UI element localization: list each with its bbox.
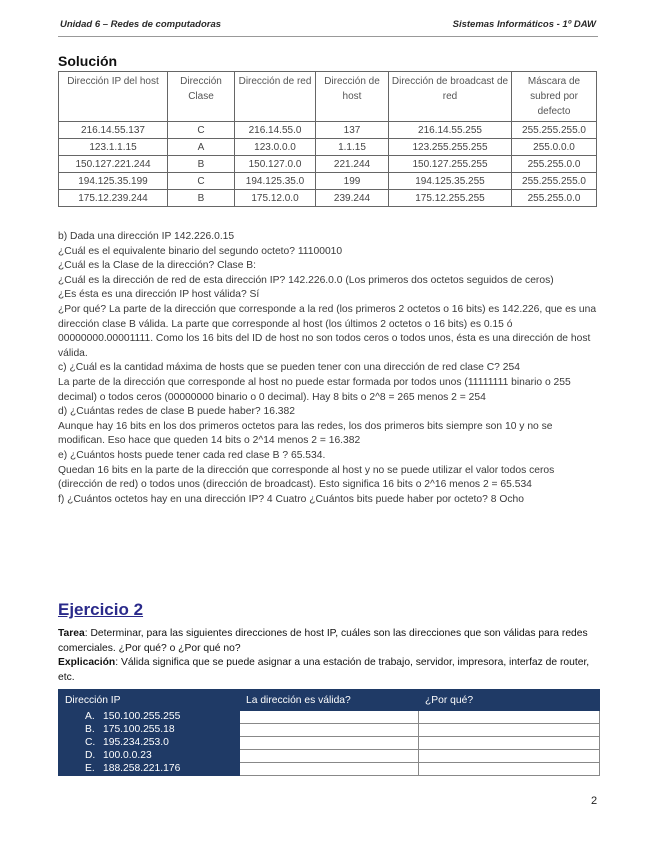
table-row xyxy=(59,737,600,750)
table-cell: B xyxy=(168,156,235,173)
table-cell: 255.0.0.0 xyxy=(512,139,597,156)
explanation-paragraph xyxy=(58,656,598,685)
table-cell: A xyxy=(168,139,235,156)
row-letter: E. xyxy=(85,763,95,774)
table-cell: C xyxy=(168,122,235,139)
table-row xyxy=(59,724,600,737)
reason-answer-cell[interactable] xyxy=(419,724,600,737)
table-cell: 150.127.221.244 xyxy=(59,156,168,173)
table-cell: 1.1.15 xyxy=(316,139,389,156)
paragraph: b) Dada una dirección IP 142.226.0.15 xyxy=(58,231,235,242)
paragraph: ¿Es ésta es una dirección IP host válida? Sí xyxy=(58,289,260,301)
paragraph: e) ¿Cuántos hosts puede tener cada red clase B ? 65.534. xyxy=(58,449,326,461)
column-header: Dirección IP xyxy=(59,690,240,711)
task-label: Tarea xyxy=(58,628,85,639)
ip-cell xyxy=(59,750,240,763)
ip-cell xyxy=(59,763,240,776)
ip-address: 100.0.0.23 xyxy=(103,750,152,761)
column-header: Dirección IP del host xyxy=(59,72,168,122)
paragraph: f) ¿Cuántos octetos hay en una dirección IP? 4 Cuatro ¿Cuántos bits puede haber por octeto? 8 Ocho xyxy=(58,493,524,505)
reason-answer-cell[interactable] xyxy=(419,737,600,750)
validity-answer-cell[interactable] xyxy=(240,763,419,776)
table-row xyxy=(59,750,600,763)
header-course-title: Sistemas Informáticos - 1º DAW xyxy=(452,19,596,30)
exercise-instructions xyxy=(58,627,598,685)
table-cell: 216.14.55.137 xyxy=(59,122,168,139)
ip-address: 188.258.221.176 xyxy=(103,763,181,774)
paragraph: c) ¿Cuál es la cantidad máxima de hosts que se pueden tener con una dirección de red clase C? 254 xyxy=(58,362,520,374)
table-cell: 216.14.55.255 xyxy=(389,122,512,139)
table-cell: 123.255.255.255 xyxy=(389,139,512,156)
column-header: Dirección Clase xyxy=(168,72,235,122)
row-letter: A. xyxy=(85,711,95,722)
validity-answer-cell[interactable] xyxy=(240,737,419,750)
explanation-text: : Válida significa que se puede asignar a una estación de trabajo, servidor, impresora, interfaz de router, etc. xyxy=(58,657,590,683)
solution-table-header xyxy=(59,72,597,122)
table-cell: 255.255.255.0 xyxy=(512,122,597,139)
ip-address: 195.234.253.0 xyxy=(103,737,169,748)
table-cell: 123.0.0.0 xyxy=(235,139,316,156)
table-cell: B xyxy=(168,190,235,207)
row-letter: B. xyxy=(85,724,95,735)
paragraph: ¿Por qué? La parte de la dirección que corresponde a la red (los primeros 2 octetos o 16 bits) es 142.226, que es una dirección clase B válida. La parte que corresponde al host (los últimos 2 octetos o 16 bits) es 0.15 ó 00000000.00001111. Como los 16 bits del ID de host no son todos ceros o todos unos, ésta es una dirección de host válida. xyxy=(58,303,597,359)
page-number: 2 xyxy=(591,795,598,807)
reason-answer-cell[interactable] xyxy=(419,763,600,776)
table-row xyxy=(59,156,597,173)
table-cell: 239.244 xyxy=(316,190,389,207)
table-row xyxy=(59,190,597,207)
ip-address: 175.100.255.18 xyxy=(103,724,175,735)
column-header: La dirección es válida? xyxy=(240,690,419,711)
paragraph: ¿Cuál es la Clase de la dirección? Clase B: xyxy=(58,260,257,272)
column-header: Dirección de broadcast de red xyxy=(389,72,512,122)
table-cell: C xyxy=(168,173,235,190)
paragraph: La parte de la dirección que corresponde al host no puede estar formada por todos unos (11111111 binario o 255 decimal) o todos ceros (00000000 binario o 0 decimal). Hay 8 bits o 2^8 = 265 menos 2 = 254 xyxy=(58,376,571,403)
page-header xyxy=(58,14,598,37)
row-letter: D. xyxy=(85,750,96,761)
table-row xyxy=(59,122,597,139)
paragraph: ¿Cuál es la dirección de red de esta dirección IP? 142.226.0.0 (Los primeros dos octetos seguidos de ceros) xyxy=(58,274,554,286)
solution-table xyxy=(58,71,597,207)
task-paragraph xyxy=(58,627,598,656)
column-header: Dirección de red xyxy=(235,72,316,122)
table-row xyxy=(59,711,600,724)
table-cell: 123.1.1.15 xyxy=(59,139,168,156)
table-cell: 137 xyxy=(316,122,389,139)
table-cell: 175.12.239.244 xyxy=(59,190,168,207)
column-header: ¿Por qué? xyxy=(419,690,600,711)
table-cell: 175.12.255.255 xyxy=(389,190,512,207)
table-cell: 216.14.55.0 xyxy=(235,122,316,139)
validity-answer-cell[interactable] xyxy=(240,711,419,724)
exercise-table-header xyxy=(59,690,600,711)
ip-cell xyxy=(59,737,240,750)
task-text: : Determinar, para las siguientes direcciones de host IP, cuáles son las direcciones que son válidas para redes comerciales. ¿Por qué? o ¿Por qué no? xyxy=(58,628,588,654)
table-cell: 255.255.255.0 xyxy=(512,173,597,190)
table-cell: 199 xyxy=(316,173,389,190)
header-unit-title: Unidad 6 – Redes de computadoras xyxy=(60,19,222,30)
table-cell: 194.125.35.0 xyxy=(235,173,316,190)
table-row xyxy=(59,173,597,190)
paragraph: ¿Cuál es el equivalente binario del segundo octeto? 11100010 xyxy=(58,245,343,257)
exercise-table xyxy=(58,689,600,776)
paragraph: Quedan 16 bits en la parte de la dirección que corresponde al host y no se puede utilizar el valor todos ceros (dirección de red) o todos unos (dirección de broadcast). Esto significa 16 bits o 2^16 menos 2 = 65.534 xyxy=(58,464,555,491)
table-row xyxy=(59,763,600,776)
ip-cell xyxy=(59,724,240,737)
ip-address: 150.100.255.255 xyxy=(103,711,181,722)
table-cell: 150.127.0.0 xyxy=(235,156,316,173)
ip-cell xyxy=(59,711,240,724)
paragraph: d) ¿Cuántas redes de clase B puede haber? 16.382 xyxy=(58,406,295,418)
validity-answer-cell[interactable] xyxy=(240,750,419,763)
paragraph: Aunque hay 16 bits en los dos primeros octetos para las redes, los dos primeros bits siempre son 10 y no se modifican. Eso hace que queden 14 bits o 2^14 menos 2 = 16.382 xyxy=(58,420,553,447)
exercise-title: Ejercicio 2 xyxy=(58,600,144,619)
validity-answer-cell[interactable] xyxy=(240,724,419,737)
solution-text xyxy=(58,230,598,507)
table-cell: 150.127.255.255 xyxy=(389,156,512,173)
table-cell: 194.125.35.199 xyxy=(59,173,168,190)
table-cell: 221.244 xyxy=(316,156,389,173)
explanation-label: Explicación xyxy=(58,657,116,668)
column-header: Dirección de host xyxy=(316,72,389,122)
row-letter: C. xyxy=(85,737,96,748)
table-row xyxy=(59,139,597,156)
table-cell: 194.125.35.255 xyxy=(389,173,512,190)
reason-answer-cell[interactable] xyxy=(419,711,600,724)
solution-title: Solución xyxy=(58,53,118,69)
table-cell: 175.12.0.0 xyxy=(235,190,316,207)
table-cell: 255.255.0.0 xyxy=(512,190,597,207)
column-header: Máscara de subred por defecto xyxy=(512,72,597,122)
table-cell: 255.255.0.0 xyxy=(512,156,597,173)
reason-answer-cell[interactable] xyxy=(419,750,600,763)
